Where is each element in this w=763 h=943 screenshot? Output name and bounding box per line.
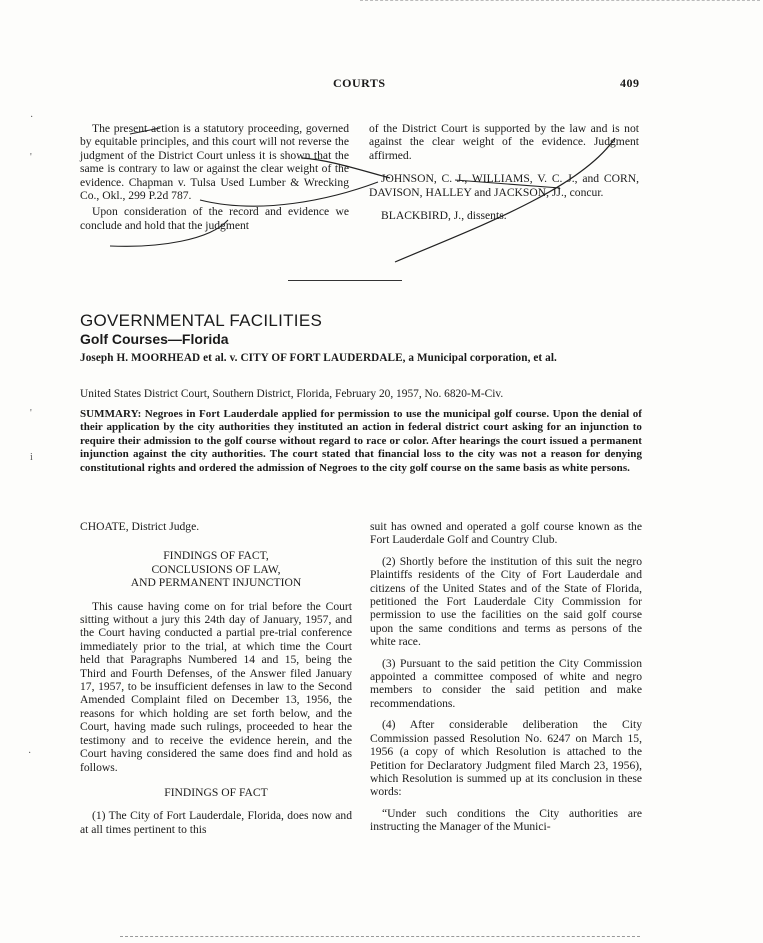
opinion-heading-line: CONCLUSIONS OF LAW,	[151, 562, 281, 576]
pen-strike-marks	[0, 0, 763, 300]
case-summary	[80, 408, 642, 475]
running-head-title: COURTS	[333, 76, 386, 90]
margin-mark: i	[30, 452, 33, 463]
finding-2: (2) Shortly before the institution of this suit the negro Plaintiffs residents of the City of Fort Lauderdale and citizens of the United States and of the State of Florida, petitioned the Fort Lauderdale City Commission for permission to use the facilities on the said golf course upon the same conditions and terms as persons of the white race.	[370, 554, 642, 649]
opinion-heading-line: FINDINGS OF FACT,	[163, 549, 269, 563]
finding-1-end: suit has owned and operated a golf course known as the Fort Lauderdale Golf and Country Club.	[370, 520, 642, 547]
margin-mark: ·	[30, 112, 34, 123]
court-and-date: United States District Court, Southern District, Florida, February 20, 1957, No. 6820-M-Civ.	[80, 388, 504, 400]
prior-case-paragraph: The present action is a statutory proceeding, governed by equitable principles, and this court will not reverse the judgment of the District Court unless it is shown that the same is contrary to law or against the clear weight of the evidence. Chapman v. Tulsa Used Lumber & Wrecking Co., Okl., 299 P.2d 787.	[80, 122, 349, 203]
section-title: GOVERNMENTAL FACILITIES	[80, 311, 323, 330]
margin-mark: '	[30, 408, 32, 419]
finding-3: (3) Pursuant to the said petition the City Commission appointed a committee composed of white and negro members to consider the said petition and make recommendations.	[370, 656, 642, 710]
quote-start: “Under such conditions the City authorities are instructing the Manager of the Munici-	[370, 806, 642, 834]
opinion-left-column	[80, 520, 352, 836]
finding-1-start: (1) The City of Fort Lauderdale, Florida, does now and at all times pertinent to this	[80, 809, 352, 836]
scan-edge	[120, 936, 640, 938]
findings-heading: FINDINGS OF FACT	[164, 785, 268, 799]
case-caption: Joseph H. MOORHEAD et al. v. CITY OF FORT LAUDERDALE, a Municipal corporation, et al.	[80, 352, 557, 364]
margin-mark: ·	[28, 748, 32, 759]
section-divider	[288, 280, 402, 281]
summary-label: SUMMARY:	[80, 408, 142, 420]
finding-4: (4) After considerable deliberation the City Commission passed Resolution No. 6247 on March 15, 1956 (a copy of which Resolution is attached to the Petition for Declaratory Judgment filed March 23, 1956), which Resolution is summed up at its conclusion in these words:	[370, 718, 642, 799]
opinion-intro: This cause having come on for trial before the Court sitting without a jury this 24th day of January, 1957, and the Court having conducted a partial pre-trial conference immediately prior to the trial, at which time the Court held that Paragraphs Numbered 14 and 15, being the Third and Fourth Defenses, of the Answer filed January 17, 1957, to be insufficient defenses in law to the Second Amended Complaint filed on December 13, 1956, the reasons for which holding are set forth below, and the Court, having made such rulings, proceeded to hear the testimony and to receive the evidence herein, and the Court having considered the same does find and hold as follows.	[80, 599, 352, 774]
summary-text: Negroes in Fort Lauderdale applied for permission to use the municipal golf course. Upon the denial of their application by the city authorities they instituted an action in federal district court asking for an injunction to require their admission to the golf course without regard to race or color. After hearings the court issued a permanent injunction against the city authorities. The court stated that financial loss to the city was not a reason for denying constitutional rights and ordered the admission of Negroes to the city golf course on the same basis as white persons.	[80, 408, 642, 474]
opinion-heading	[80, 549, 352, 589]
prior-case-paragraph: Upon consideration of the record and evidence we conclude and hold that the judgment	[80, 205, 349, 232]
judge-name: CHOATE, District Judge.	[80, 520, 200, 533]
concurring-judges: JOHNSON, C. J., WILLIAMS, V. C. J., and CORN, DAVISON, HALLEY and JACKSON, JJ., concur.	[369, 172, 639, 199]
prior-case-conclusion: of the District Court is supported by the law and is not against the clear weight of the evidence. Judgment affirmed.	[369, 122, 639, 162]
opinion-right-column	[370, 520, 642, 834]
opinion-heading-line: AND PERMANENT INJUNCTION	[130, 576, 302, 590]
margin-mark: '	[30, 152, 32, 163]
dissenting-judge: BLACKBIRD, J., dissents.	[381, 209, 507, 223]
page-number: 409	[620, 76, 640, 90]
section-subtitle: Golf Courses—Florida	[80, 331, 229, 347]
